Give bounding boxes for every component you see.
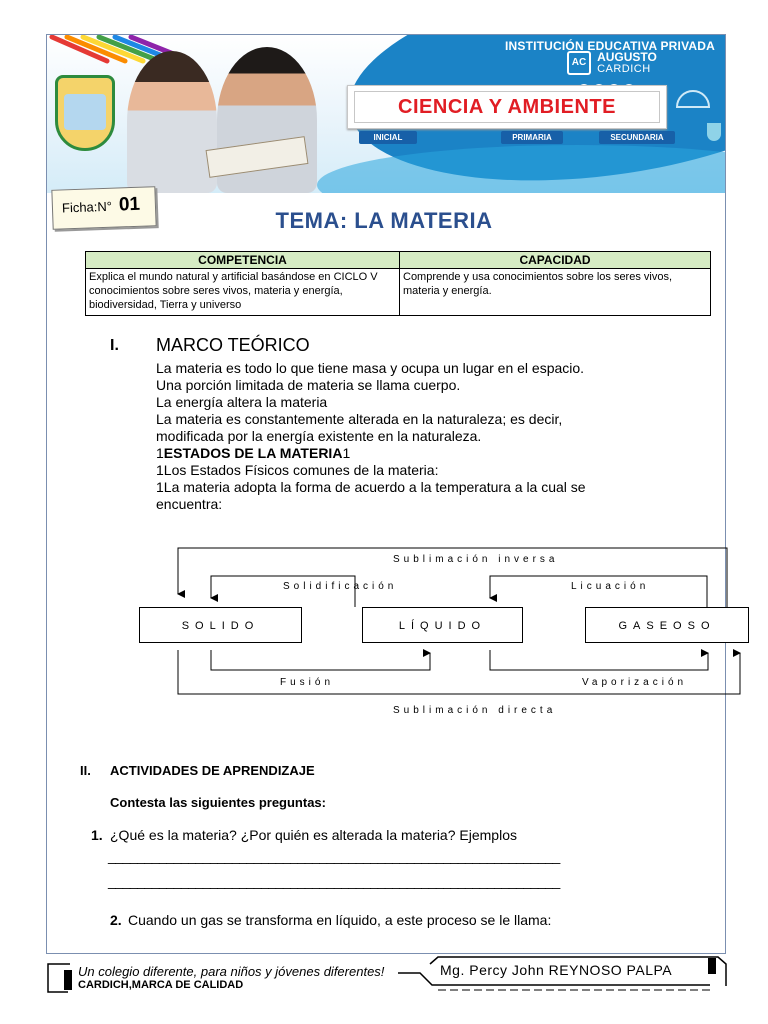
label-fusion: Fusión [280,677,335,688]
theory-line-2: Una porción limitada de materia se llama cuerpo. [156,377,461,393]
question2-number: 2. [110,912,122,928]
answer-line-2[interactable]: ______________________________________________________________ [108,873,560,889]
label-vaporizacion: Vaporización [582,677,688,688]
answer-line-1[interactable]: ______________________________________________________________ [108,848,560,864]
question1-number: 1. [91,827,103,843]
ficha-label: Ficha:N° [61,198,113,216]
instruction: Contesta las siguientes preguntas: [110,795,326,810]
question2-text: Cuando un gas se transforma en líquido, a este proceso se le llama: [128,912,552,928]
table-header-capacidad: CAPACIDAD [400,252,711,269]
level-inicial[interactable]: INICIAL [359,131,417,144]
state-gaseoso: GASEOSO [585,607,749,643]
brand-line2: CARDICH [597,62,651,75]
states-suffix: 1 [342,445,351,461]
form-line-2: encuentra: [156,496,223,512]
footer-brand: CARDICH,MARCA DE CALIDAD [78,979,244,991]
footer-author: Mg. Percy John REYNOSO PALPA [440,962,673,978]
level-secundaria[interactable]: SECUNDARIA [599,131,675,144]
question1-text: ¿Qué es la materia? ¿Por quién es alterada la materia? Ejemplos [110,827,517,843]
label-sublimacion-inversa: Sublimación inversa [393,554,559,565]
theory-line-5: modificada por la energía existente en la naturaleza. [156,428,482,444]
course-title: CIENCIA Y AMBIENTE [354,91,660,123]
theory-line-4: La materia es constantemente alterada en la naturaleza; es decir, [156,411,563,427]
page-title: TEMA: LA MATERIA [275,208,493,233]
institution-name: INSTITUCIÓN EDUCATIVA PRIVADA [504,39,715,53]
level-primaria[interactable]: PRIMARIA [501,131,563,144]
section1-heading: MARCO TEÓRICO [156,335,310,355]
states-heading: ESTADOS DE LA MATERIA [163,445,343,461]
table-header-competencia: COMPETENCIA [86,252,400,269]
states-prefix: 1 [156,445,164,461]
ficha-number: 01 [118,193,141,216]
label-licuacion: Licuación [571,581,650,592]
state-solido: SOLIDO [139,607,302,643]
section2-heading: ACTIVIDADES DE APRENDIZAJE [110,763,315,778]
theory-line-1: La materia es todo lo que tiene masa y ocupa un lugar en el espacio. [156,360,585,376]
state-liquido: LÍQUIDO [362,607,523,643]
section2-number: II. [80,763,91,778]
section1-number: I. [110,337,119,354]
label-solidificacion: Solidificación [283,581,398,592]
brand-line1: AUGUSTO [597,49,657,64]
ac-logo-icon: AC [567,51,591,75]
form-line-1: 1La materia adopta la forma de acuerdo a la temperatura a la cual se [156,479,586,495]
states-common-line: 1Los Estados Físicos comunes de la materia: [156,462,439,478]
table-cell-capacidad: Comprende y usa conocimientos sobre los seres vivos, materia y energía. [400,269,711,316]
table-cell-competencia: Explica el mundo natural y artificial basándose en CICLO V conocimientos sobre seres vivos, materia y energía, biodiversidad, Tierra y universo [86,269,400,316]
theory-line-3: La energía altera la materia [156,394,328,410]
label-sublimacion-directa: Sublimación directa [393,705,557,716]
footer-slogan: Un colegio diferente, para niños y jóvenes diferentes! [78,964,385,979]
